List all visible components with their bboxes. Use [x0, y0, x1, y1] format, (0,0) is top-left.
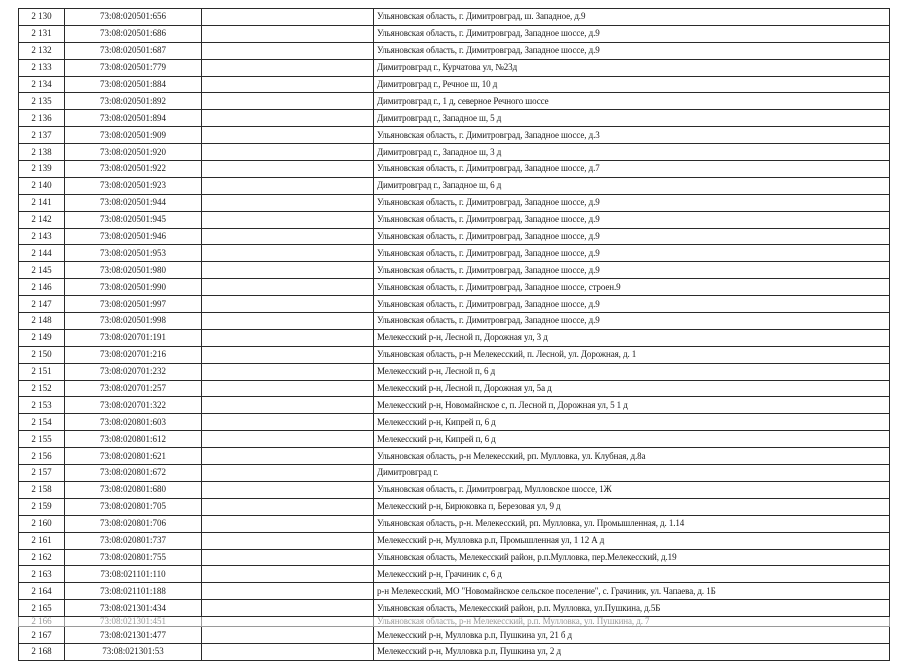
empty-cell: [202, 549, 374, 566]
table-row: [19, 643, 890, 660]
table-row: [19, 296, 890, 313]
empty-cell: [202, 59, 374, 76]
table-row: [19, 617, 890, 627]
address-cell: Мелекесский р-н, Мулловка р.п, Пушкина ул, 2 д: [374, 643, 890, 660]
address-cell: Мелекесский р-н, Грачиник с, 6 д: [374, 566, 890, 583]
row-number-cell: 2 157: [19, 465, 65, 482]
row-number-cell: 2 161: [19, 532, 65, 549]
row-number-cell: 2 148: [19, 313, 65, 330]
empty-cell: [202, 448, 374, 465]
empty-cell: [202, 515, 374, 532]
row-number-cell: 2 135: [19, 93, 65, 110]
cadastral-number-cell: 73:08:020501:923: [65, 177, 202, 194]
table-row: [19, 448, 890, 465]
row-number-cell: 2 131: [19, 25, 65, 42]
table-row: [19, 346, 890, 363]
table-row: [19, 144, 890, 161]
empty-cell: [202, 346, 374, 363]
table-row: [19, 627, 890, 644]
row-number-cell: 2 132: [19, 42, 65, 59]
empty-cell: [202, 313, 374, 330]
table-body: [19, 9, 890, 661]
address-cell: Ульяновская область, г. Димитровград, Западное шоссе, д.9: [374, 313, 890, 330]
address-cell: Димитровград г., Курчатова ул, №23д: [374, 59, 890, 76]
address-cell: Ульяновская область, г. Димитровград, Западное шоссе, строен.9: [374, 279, 890, 296]
table-row: [19, 515, 890, 532]
address-cell: Мелекесский р-н, Лесной п, Дорожная ул, 3 д: [374, 329, 890, 346]
cadastral-number-cell: 73:08:021101:188: [65, 583, 202, 600]
row-number-cell: 2 164: [19, 583, 65, 600]
empty-cell: [202, 9, 374, 26]
address-cell: Ульяновская область, г. Димитровград, ш. Западное, д.9: [374, 9, 890, 26]
table-row: [19, 380, 890, 397]
empty-cell: [202, 228, 374, 245]
cadastral-number-cell: 73:08:020501:946: [65, 228, 202, 245]
row-number-cell: 2 145: [19, 262, 65, 279]
table-row: [19, 9, 890, 26]
address-cell: Ульяновская область, г. Димитровград, Западное шоссе, д.9: [374, 296, 890, 313]
row-number-cell: 2 144: [19, 245, 65, 262]
empty-cell: [202, 42, 374, 59]
empty-cell: [202, 414, 374, 431]
row-number-cell: 2 167: [19, 627, 65, 644]
row-number-cell: 2 146: [19, 279, 65, 296]
row-number-cell: 2 138: [19, 144, 65, 161]
cadastral-number-cell: 73:08:020801:706: [65, 515, 202, 532]
address-cell: Мелекесский р-н, Лесной п, Дорожная ул, 5а д: [374, 380, 890, 397]
cadastral-number-cell: 73:08:020801:737: [65, 532, 202, 549]
row-number-cell: 2 142: [19, 211, 65, 228]
empty-cell: [202, 279, 374, 296]
address-cell: Мелекесский р-н, Кипрей п, 6 д: [374, 414, 890, 431]
table-row: [19, 363, 890, 380]
empty-cell: [202, 25, 374, 42]
address-cell: Ульяновская область, г. Димитровград, Западное шоссе, д.9: [374, 42, 890, 59]
cadastral-number-cell: 73:08:021301:477: [65, 627, 202, 644]
row-number-cell: 2 152: [19, 380, 65, 397]
row-number-cell: 2 156: [19, 448, 65, 465]
empty-cell: [202, 566, 374, 583]
address-cell: Ульяновская область, р-н Мелекесский, р.п. Мулловка, ул. Пушкина, д. 7: [374, 617, 890, 627]
address-cell: Ульяновская область, р-н Мелекесский, рп. Мулловка, ул. Клубная, д.8а: [374, 448, 890, 465]
empty-cell: [202, 380, 374, 397]
table-row: [19, 25, 890, 42]
row-number-cell: 2 139: [19, 161, 65, 178]
cadastral-number-cell: 73:08:020501:656: [65, 9, 202, 26]
empty-cell: [202, 127, 374, 144]
row-number-cell: 2 160: [19, 515, 65, 532]
table-row: [19, 59, 890, 76]
empty-cell: [202, 583, 374, 600]
table-row: [19, 431, 890, 448]
cadastral-number-cell: 73:08:020501:920: [65, 144, 202, 161]
row-number-cell: 2 150: [19, 346, 65, 363]
empty-cell: [202, 177, 374, 194]
address-cell: Ульяновская область, г. Димитровград, Западное шоссе, д.9: [374, 262, 890, 279]
empty-cell: [202, 481, 374, 498]
document-sheet: [18, 8, 889, 661]
address-cell: Мелекесский р-н, Мулловка р.п, Пушкина ул, 21 б д: [374, 627, 890, 644]
table-row: [19, 245, 890, 262]
row-number-cell: 2 137: [19, 127, 65, 144]
table-row: [19, 600, 890, 617]
address-cell: Ульяновская область, г. Димитровград, Западное шоссе, д.9: [374, 194, 890, 211]
empty-cell: [202, 617, 374, 627]
address-cell: Димитровград г., Западное ш, 3 д: [374, 144, 890, 161]
row-number-cell: 2 166: [19, 617, 65, 627]
cadastral-number-cell: 73:08:021301:434: [65, 600, 202, 617]
cadastral-number-cell: 73:08:020501:909: [65, 127, 202, 144]
address-cell: р-н Мелекесский, МО "Новомайнское сельское поселение", с. Грачиник, ул. Чапаева, д. 1Б: [374, 583, 890, 600]
empty-cell: [202, 329, 374, 346]
table-row: [19, 177, 890, 194]
row-number-cell: 2 158: [19, 481, 65, 498]
empty-cell: [202, 194, 374, 211]
empty-cell: [202, 431, 374, 448]
address-cell: Димитровград г.: [374, 465, 890, 482]
cadastral-number-cell: 73:08:020801:603: [65, 414, 202, 431]
cadastral-number-cell: 73:08:020501:779: [65, 59, 202, 76]
empty-cell: [202, 363, 374, 380]
table-row: [19, 42, 890, 59]
cadastral-number-cell: 73:08:020801:755: [65, 549, 202, 566]
empty-cell: [202, 498, 374, 515]
cadastral-number-cell: 73:08:020701:322: [65, 397, 202, 414]
address-cell: Мелекесский р-н, Мулловка р.п, Промышленная ул, 1 12 А д: [374, 532, 890, 549]
cadastral-number-cell: 73:08:020501:894: [65, 110, 202, 127]
address-cell: Мелекесский р-н, Кипрей п, 6 д: [374, 431, 890, 448]
cadastral-number-cell: 73:08:020801:672: [65, 465, 202, 482]
table-row: [19, 532, 890, 549]
cadastral-number-cell: 73:08:020501:884: [65, 76, 202, 93]
address-cell: Димитровград г., Западное ш, 5 д: [374, 110, 890, 127]
cadastral-number-cell: 73:08:020701:257: [65, 380, 202, 397]
table-row: [19, 194, 890, 211]
row-number-cell: 2 133: [19, 59, 65, 76]
table-row: [19, 313, 890, 330]
cadastral-number-cell: 73:08:020701:216: [65, 346, 202, 363]
empty-cell: [202, 627, 374, 644]
address-cell: Ульяновская область, г. Димитровград, Мулловское шоссе, 1Ж: [374, 481, 890, 498]
table-row: [19, 481, 890, 498]
cadastral-number-cell: 73:08:020501:892: [65, 93, 202, 110]
row-number-cell: 2 155: [19, 431, 65, 448]
row-number-cell: 2 165: [19, 600, 65, 617]
row-number-cell: 2 149: [19, 329, 65, 346]
table-row: [19, 498, 890, 515]
address-cell: Мелекесский р-н, Новомайнское с, п. Лесной п, Дорожная ул, 5 1 д: [374, 397, 890, 414]
cadastral-number-cell: 73:08:021301:53: [65, 643, 202, 660]
row-number-cell: 2 159: [19, 498, 65, 515]
row-number-cell: 2 153: [19, 397, 65, 414]
cadastral-number-cell: 73:08:020801:621: [65, 448, 202, 465]
row-number-cell: 2 134: [19, 76, 65, 93]
empty-cell: [202, 245, 374, 262]
table-row: [19, 414, 890, 431]
empty-cell: [202, 211, 374, 228]
cadastral-table: [18, 8, 890, 661]
cadastral-number-cell: 73:08:020501:953: [65, 245, 202, 262]
table-row: [19, 76, 890, 93]
cadastral-number-cell: 73:08:020501:997: [65, 296, 202, 313]
table-row: [19, 566, 890, 583]
cadastral-number-cell: 73:08:020701:232: [65, 363, 202, 380]
cadastral-number-cell: 73:08:021301:451: [65, 617, 202, 627]
table-row: [19, 549, 890, 566]
cadastral-number-cell: 73:08:020801:680: [65, 481, 202, 498]
address-cell: Димитровград г., Речное ш, 10 д: [374, 76, 890, 93]
table-row: [19, 127, 890, 144]
address-cell: Ульяновская область, г. Димитровград, Западное шоссе, д.9: [374, 211, 890, 228]
table-row: [19, 228, 890, 245]
row-number-cell: 2 141: [19, 194, 65, 211]
row-number-cell: 2 162: [19, 549, 65, 566]
cadastral-number-cell: 73:08:021101:110: [65, 566, 202, 583]
cadastral-number-cell: 73:08:020701:191: [65, 329, 202, 346]
empty-cell: [202, 643, 374, 660]
row-number-cell: 2 130: [19, 9, 65, 26]
row-number-cell: 2 151: [19, 363, 65, 380]
address-cell: Димитровград г., Западное ш, 6 д: [374, 177, 890, 194]
table-row: [19, 397, 890, 414]
cadastral-number-cell: 73:08:020501:980: [65, 262, 202, 279]
cadastral-number-cell: 73:08:020801:612: [65, 431, 202, 448]
cadastral-number-cell: 73:08:020501:686: [65, 25, 202, 42]
empty-cell: [202, 262, 374, 279]
row-number-cell: 2 163: [19, 566, 65, 583]
row-number-cell: 2 154: [19, 414, 65, 431]
table-row: [19, 262, 890, 279]
address-cell: Ульяновская область, г. Димитровград, Западное шоссе, д.9: [374, 228, 890, 245]
address-cell: Ульяновская область, р-н Мелекесский, п. Лесной, ул. Дорожная, д. 1: [374, 346, 890, 363]
empty-cell: [202, 93, 374, 110]
address-cell: Ульяновская область, Мелекесский район, р.п. Мулловка, ул.Пушкина, д.5Б: [374, 600, 890, 617]
empty-cell: [202, 161, 374, 178]
cadastral-number-cell: 73:08:020501:945: [65, 211, 202, 228]
empty-cell: [202, 600, 374, 617]
address-cell: Ульяновская область, г. Димитровград, Западное шоссе, д.9: [374, 25, 890, 42]
empty-cell: [202, 110, 374, 127]
table-row: [19, 93, 890, 110]
table-row: [19, 329, 890, 346]
table-row: [19, 583, 890, 600]
row-number-cell: 2 136: [19, 110, 65, 127]
empty-cell: [202, 296, 374, 313]
row-number-cell: 2 147: [19, 296, 65, 313]
cadastral-number-cell: 73:08:020501:944: [65, 194, 202, 211]
empty-cell: [202, 144, 374, 161]
address-cell: Ульяновская область, г. Димитровград, Западное шоссе, д.7: [374, 161, 890, 178]
address-cell: Димитровград г., 1 д, северное Речного шоссе: [374, 93, 890, 110]
table-row: [19, 279, 890, 296]
address-cell: Ульяновская область, Мелекесский район, р.п.Мулловка, пер.Мелекесский, д.19: [374, 549, 890, 566]
row-number-cell: 2 168: [19, 643, 65, 660]
address-cell: Мелекесский р-н, Лесной п, 6 д: [374, 363, 890, 380]
address-cell: Ульяновская область, г. Димитровград, Западное шоссе, д.3: [374, 127, 890, 144]
address-cell: Ульяновская область, г. Димитровград, Западное шоссе, д.9: [374, 245, 890, 262]
row-number-cell: 2 140: [19, 177, 65, 194]
cadastral-number-cell: 73:08:020801:705: [65, 498, 202, 515]
table-row: [19, 211, 890, 228]
empty-cell: [202, 76, 374, 93]
row-number-cell: 2 143: [19, 228, 65, 245]
table-row: [19, 110, 890, 127]
empty-cell: [202, 532, 374, 549]
empty-cell: [202, 397, 374, 414]
cadastral-number-cell: 73:08:020501:687: [65, 42, 202, 59]
address-cell: Ульяновская область, р-н. Мелекесский, рп. Мулловка, ул. Промышленная, д. 1.14: [374, 515, 890, 532]
cadastral-number-cell: 73:08:020501:922: [65, 161, 202, 178]
cadastral-number-cell: 73:08:020501:998: [65, 313, 202, 330]
table-row: [19, 465, 890, 482]
empty-cell: [202, 465, 374, 482]
cadastral-number-cell: 73:08:020501:990: [65, 279, 202, 296]
address-cell: Мелекесский р-н, Бирюковка п, Березовая ул, 9 д: [374, 498, 890, 515]
table-row: [19, 161, 890, 178]
